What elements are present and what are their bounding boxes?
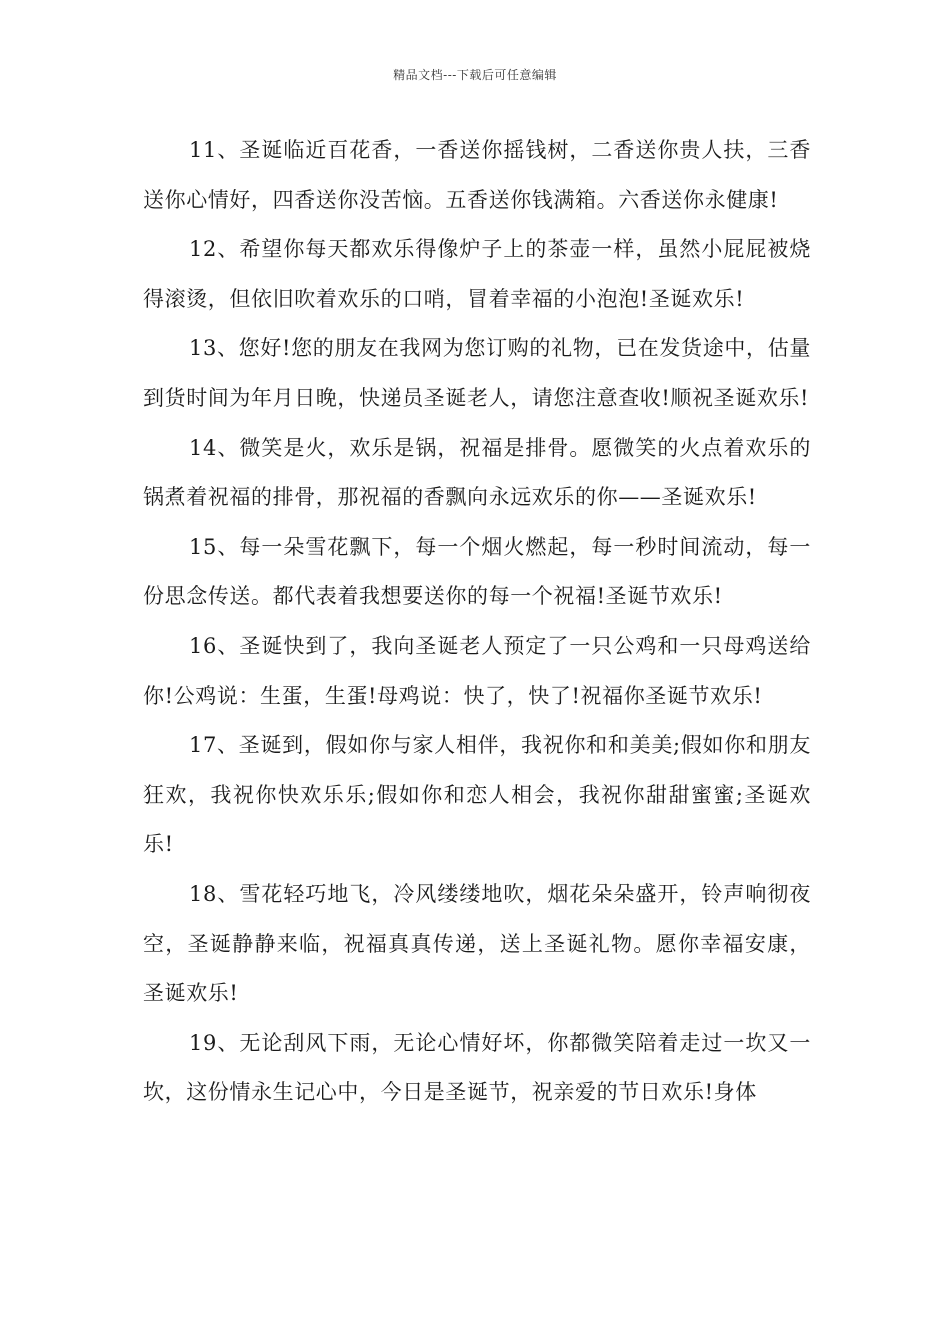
paragraph-12: 12、希望你每天都欢乐得像炉子上的茶壶一样，虽然小屁屁被烧得滚烫，但依旧吹着欢乐的口哨，冒着幸福的小泡泡!圣诞欢乐!	[143, 237, 811, 311]
paragraph-15: 15、每一朵雪花飘下，每一个烟火燃起，每一秒时间流动，每一份思念传送。都代表着我想要送你的每一个祝福!圣诞节欢乐!	[143, 534, 811, 609]
paragraph-14: 14、微笑是火，欢乐是锅，祝福是排骨。愿微笑的火点着欢乐的锅煮着祝福的排骨，那祝福的香飘向永远欢乐的你——圣诞欢乐!	[143, 435, 811, 510]
page-header: 精品文档---下载后可任意编辑	[393, 68, 557, 82]
paragraph-16: 16、圣诞快到了，我向圣诞老人预定了一只公鸡和一只母鸡送给你!公鸡说：生蛋，生蛋!母鸡说：快了，快了!祝福你圣诞节欢乐!	[143, 633, 811, 708]
paragraph-11: 11、圣诞临近百花香，一香送你摇钱树，二香送你贵人扶，三香送你心情好，四香送你没苦恼。五香送你钱满箱。六香送你永健康!	[143, 138, 811, 212]
paragraph-17: 17、圣诞到，假如你与家人相伴，我祝你和和美美;假如你和朋友狂欢，我祝你快欢乐乐;假如你和恋人相会，我祝你甜甜蜜蜜;圣诞欢乐!	[143, 733, 811, 857]
document-body	[143, 126, 811, 1118]
paragraph-19: 19、无论刮风下雨，无论心情好坏，你都微笑陪着走过一坎又一坎，这份情永生记心中，今日是圣诞节，祝亲爱的节日欢乐!身体	[143, 1030, 811, 1105]
paragraph-18: 18、雪花轻巧地飞，冷风缕缕地吹，烟花朵朵盛开，铃声响彻夜空，圣诞静静来临，祝福真真传递，送上圣诞礼物。愿你幸福安康，圣诞欢乐!	[143, 881, 811, 1006]
paragraph-13: 13、您好!您的朋友在我网为您订购的礼物，已在发货途中，估量到货时间为年月日晚，快递员圣诞老人，请您注意查收!顺祝圣诞欢乐!	[143, 336, 811, 410]
